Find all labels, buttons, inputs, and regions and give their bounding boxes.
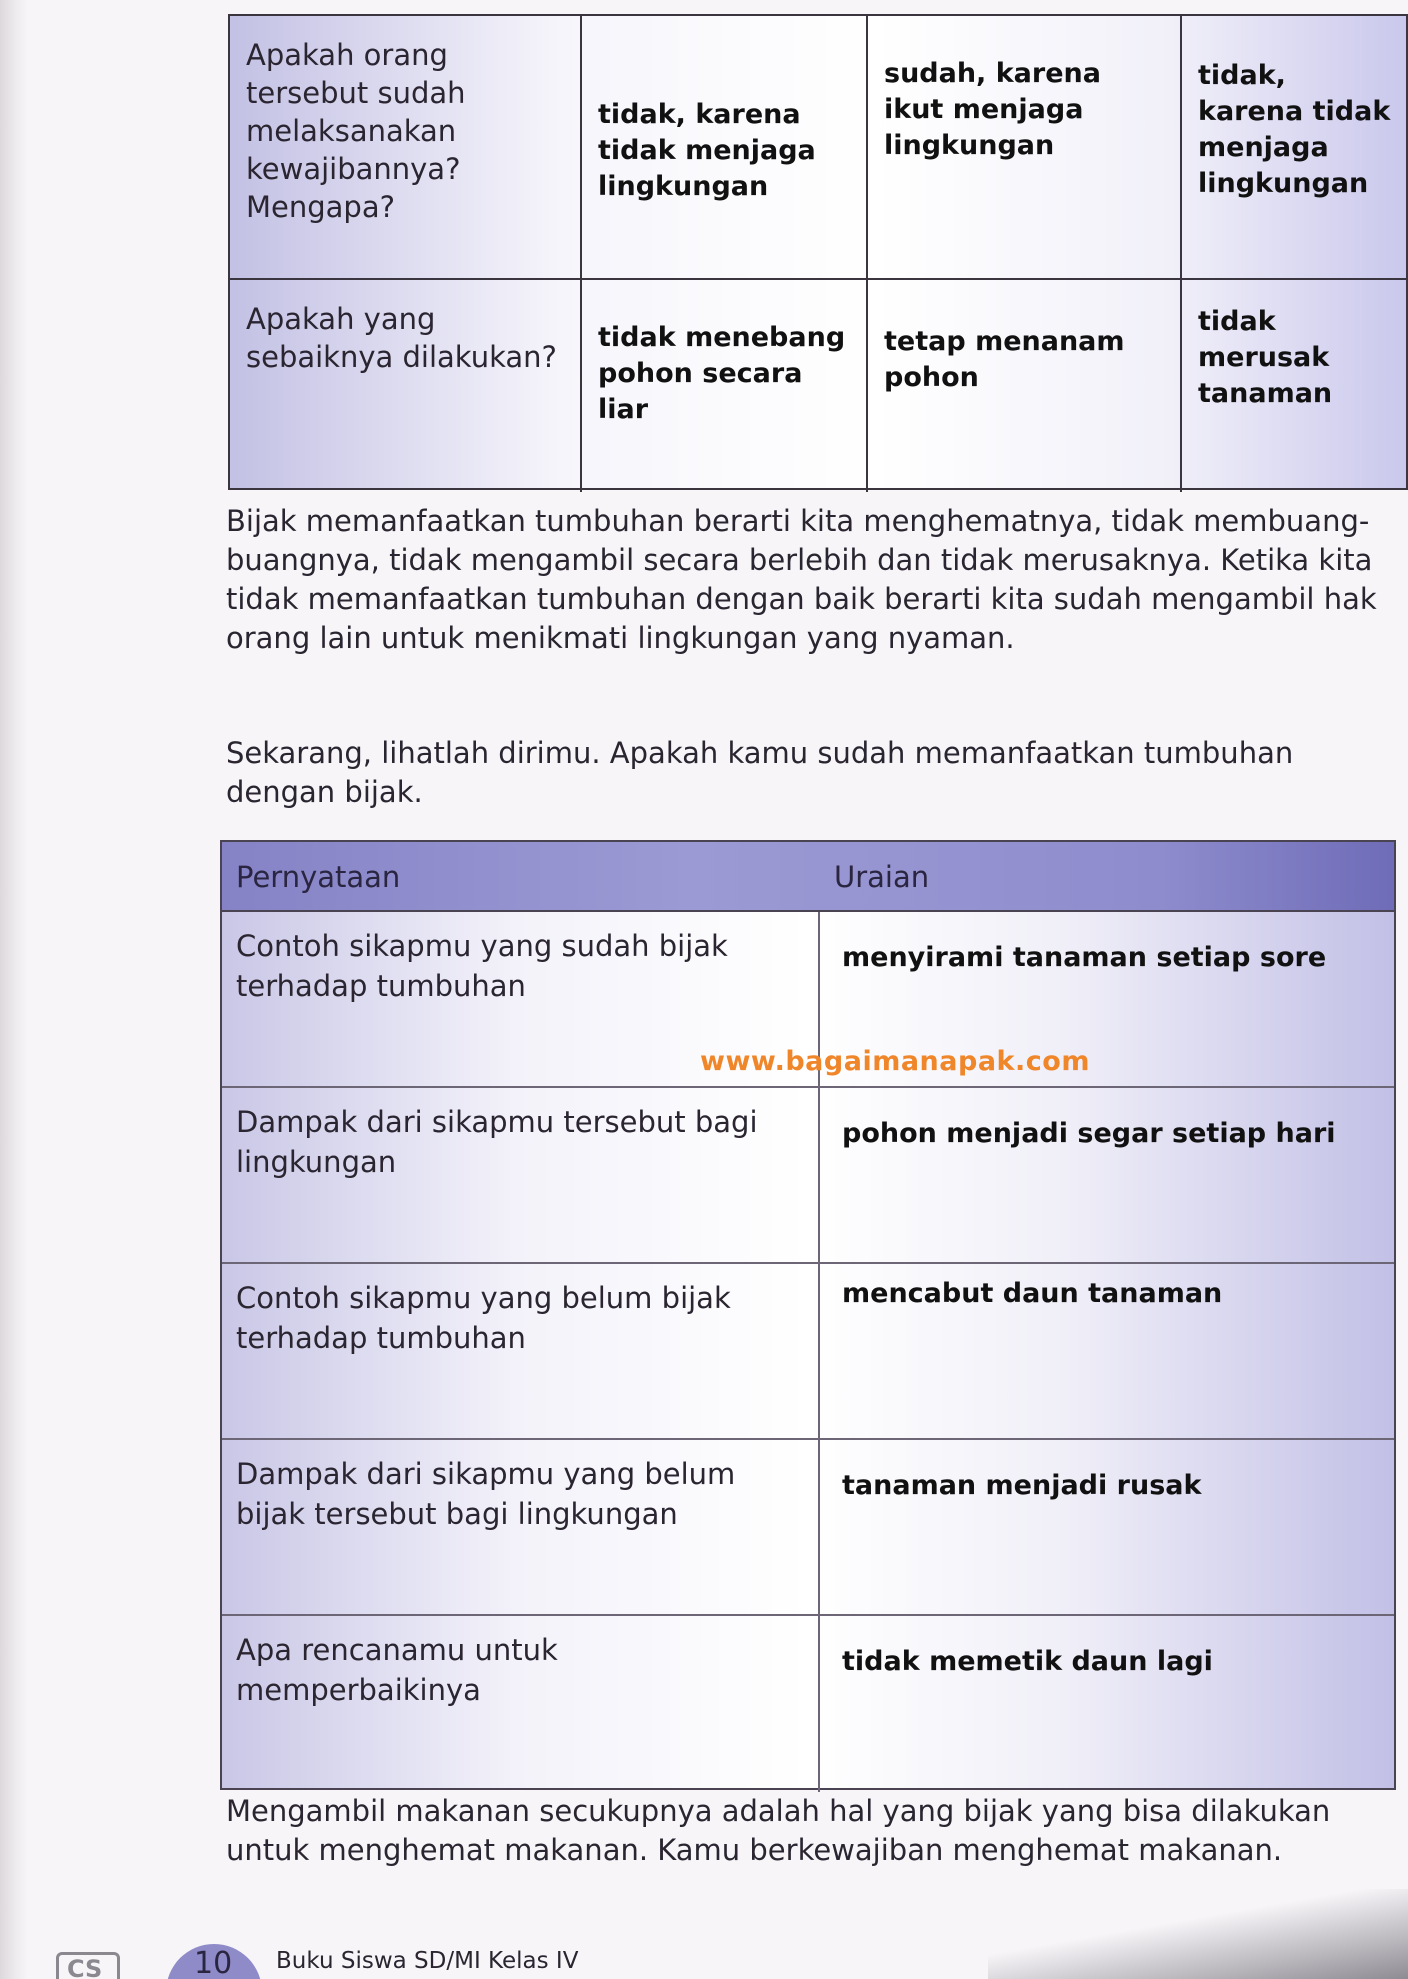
answer-text: sudah, karena ikut menjaga lingkungan (884, 58, 1101, 161)
table-row (222, 1616, 1394, 1792)
paragraph-bijak: Bijak memanfaatkan tumbuhan berarti kita menghematnya, tidak membuang-buangnya, tidak mengambil secara berlebih dan tidak merusaknya. Ketika kita tidak memanfaatkan tumbuhan dengan baik berarti kita sudah mengambil hak orang lain untuk menikmati lingkungan yang nyaman. (226, 504, 1377, 655)
answer-text: tidak, karena tidak menjaga lingkungan (1198, 60, 1391, 199)
table-row (222, 1440, 1394, 1616)
table-header (222, 842, 1394, 912)
question-text: Apakah yang sebaiknya dilakukan? (246, 302, 557, 374)
page-number: 10 (194, 1946, 233, 1979)
book-title: Buku Siswa SD/MI Kelas IV (276, 1948, 579, 1974)
answer-cell: tanaman menjadi rusak (842, 1470, 1202, 1501)
table-row (222, 1088, 1394, 1264)
answer-cell (868, 280, 1182, 492)
page-number-badge (166, 1944, 262, 1979)
answer-text: tidak, karena tidak menjaga lingkungan (598, 99, 816, 202)
header-pernyataan: Pernyataan (236, 860, 401, 894)
answer-cell (1182, 16, 1408, 280)
header-uraian: Uraian (834, 860, 930, 894)
camscanner-logo: CS (56, 1952, 120, 1979)
answer-cell: mencabut daun tanaman (842, 1278, 1223, 1309)
answer-cell (868, 16, 1182, 280)
statement-cell: Apa rencanamu untuk memperbaikinya (222, 1616, 820, 1792)
answer-cell (582, 280, 868, 492)
answer-text: tetap menanam pohon (884, 326, 1125, 393)
page-curl-shadow (988, 1889, 1408, 1979)
table-row-question-cell (230, 280, 582, 492)
obligation-table (228, 14, 1408, 490)
paragraph-makanan: Mengambil makanan secukupnya adalah hal yang bijak yang bisa dilakukan untuk menghemat makanan. Kamu berkewajiban menghemat makanan. (226, 1794, 1331, 1867)
answer-text: tidak menebang pohon secara liar (598, 322, 846, 425)
question-text: Apakah orang tersebut sudah melaksanakan kewajibannya? Mengapa? (246, 38, 466, 224)
statement-cell: Dampak dari sikapmu yang belum bijak tersebut bagi lingkungan (222, 1440, 820, 1614)
answer-cell: pohon menjadi segar setiap hari (842, 1118, 1336, 1149)
statement-cell: Contoh sikapmu yang sudah bijak terhadap tumbuhan (222, 912, 820, 1086)
paragraph-sekarang: Sekarang, lihatlah dirimu. Apakah kamu sudah memanfaatkan tumbuhan dengan bijak. (226, 736, 1294, 809)
answer-cell (1182, 280, 1408, 492)
answer-cell: tidak memetik daun lagi (842, 1646, 1213, 1677)
table-row-question-cell (230, 16, 582, 280)
statement-cell: Contoh sikapmu yang belum bijak terhadap tumbuhan (222, 1264, 820, 1438)
page-edge (0, 0, 28, 1979)
table-row (222, 1264, 1394, 1440)
statement-cell: Dampak dari sikapmu tersebut bagi lingkungan (222, 1088, 820, 1262)
answer-text: tidak merusak tanaman (1198, 306, 1333, 409)
watermark-url: www.bagaimanapak.com (700, 1046, 1090, 1077)
answer-cell: menyirami tanaman setiap sore (842, 942, 1327, 973)
answer-cell (582, 16, 868, 280)
self-reflection-table (220, 840, 1396, 1790)
